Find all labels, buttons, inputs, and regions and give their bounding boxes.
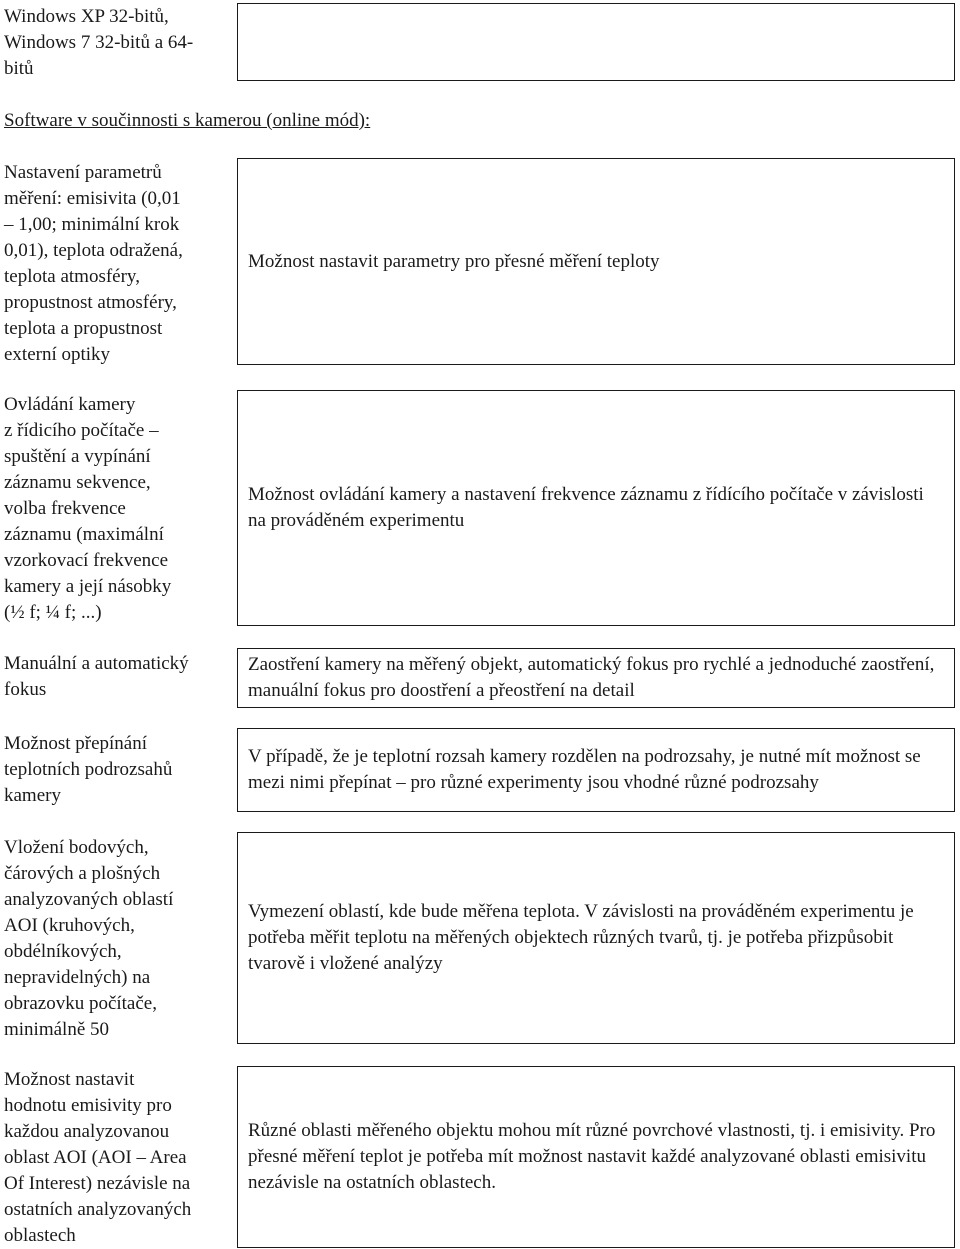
- requirement-label-aoi-emissivity: Možnost nastavit hodnotu emisivity pro každou analyzovanou oblast AOI (AOI – Area Of Interest) nezávisle na ostatních analyzovaných oblastech: [4, 1069, 192, 1246]
- requirement-label-subranges: Možnost přepínání teplotních podrozsahů kamery: [4, 733, 173, 806]
- requirement-label-focus: Manuální a automatický fokus: [4, 653, 189, 700]
- description-box-aoi-emissivity: [237, 1066, 955, 1248]
- description-text-subranges: V případě, že je teplotní rozsah kamery rozdělen na podrozsahy, je nutné mít možnost se mezi nimi přepínat – pro různé experimenty jsou vhodné různé podrozsahy: [248, 746, 921, 793]
- description-text-aoi-emissivity: Různé oblasti měřeného objektu mohou mít různé povrchové vlastnosti, tj. i emisivity. Pro přesné měření teplot je potřeba mít možnost nastavit každé analyzované oblasti emisivitu nezávisle na ostatních oblastech.: [248, 1120, 936, 1193]
- description-box-focus: [237, 648, 955, 708]
- requirement-label-os: Windows XP 32-bitů, Windows 7 32-bitů a 64- bitů: [4, 6, 194, 79]
- description-box-camera-control: [237, 390, 955, 626]
- description-box-subranges: [237, 728, 955, 812]
- description-text-focus: Zaostření kamery na měřený objekt, automatický fokus pro rychlé a jednoduché zaostření, manuální fokus pro doostření a přeostření na detail: [248, 654, 935, 701]
- description-box-os: [237, 3, 955, 81]
- description-box-aoi-insert: [237, 832, 955, 1044]
- description-text-parameters: Možnost nastavit parametry pro přesné měření teploty: [248, 250, 660, 272]
- description-text-camera-control: Možnost ovládání kamery a nastavení frekvence záznamu z řídícího počítače v závislosti na prováděném experimentu: [248, 484, 924, 531]
- requirement-label-aoi-insert: Vložení bodových, čárových a plošných analyzovaných oblastí AOI (kruhových, obdélníkových, nepravidelných) na obrazovku počítače, minimálně 50: [4, 837, 174, 1040]
- requirement-label-camera-control: Ovládání kamery z řídicího počítače – spuštění a vypínání záznamu sekvence, volba frekvence záznamu (maximální vzorkovací frekvence kamery a její násobky (½ f; ¼ f; ...): [4, 394, 172, 623]
- description-text-aoi-insert: Vymezení oblastí, kde bude měřena teplota. V závislosti na prováděném experimentu je potřeba měřit teplotu na měřených objektech různých tvarů, tj. je potřeba přizpůsobit tvarově i vložené analýzy: [248, 901, 914, 974]
- requirement-label-parameters: Nastavení parametrů měření: emisivita (0,01 – 1,00; minimální krok 0,01), teplota odražená, teplota atmosféry, propustnost atmosféry, teplota a propustnost externí optiky: [4, 162, 183, 365]
- description-box-parameters: [237, 158, 955, 365]
- section-heading: Software v součinnosti s kamerou (online mód):: [4, 110, 371, 131]
